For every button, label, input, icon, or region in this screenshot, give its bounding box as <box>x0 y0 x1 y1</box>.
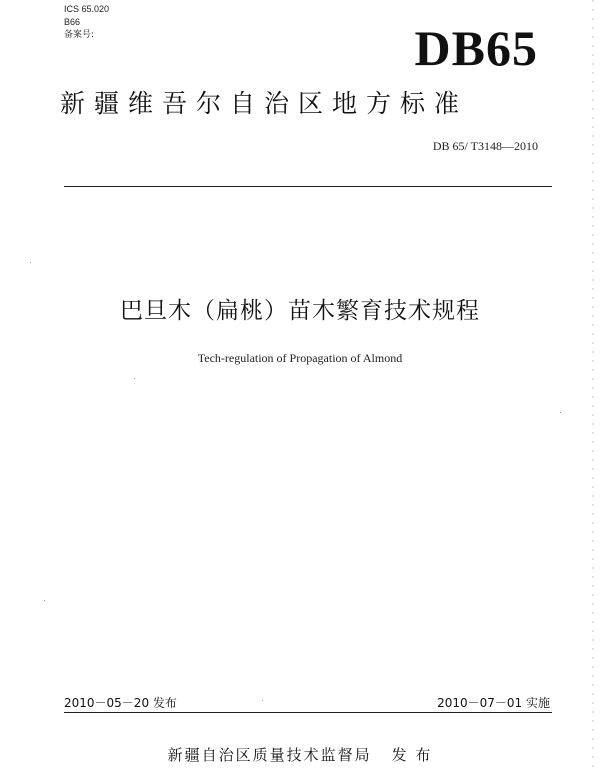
issue-date: 2010－05－20 发布 <box>64 696 177 710</box>
standard-category-title: 新疆维吾尔自治区地方标准 <box>60 89 469 118</box>
scan-speck <box>30 262 31 263</box>
publisher-name: 新疆自治区质量技术监督局 <box>167 746 372 764</box>
scan-speck <box>560 412 561 413</box>
record-number-label: 备案号: <box>64 30 95 40</box>
standard-number: DB 65/ T3148—2010 <box>432 139 538 153</box>
top-divider <box>64 186 552 187</box>
bottom-divider <box>64 712 552 713</box>
implementation-date: 2010－07－01 实施 <box>437 696 550 710</box>
document-title-english: Tech-regulation of Propagation of Almond <box>197 351 403 365</box>
db65-logo: DB65 <box>414 20 538 76</box>
publisher-line <box>0 746 600 765</box>
ccs-code: B66 <box>64 17 81 27</box>
scan-edge-noise <box>592 0 594 768</box>
document-title-chinese: 巴旦木（扁桃）苗木繁育技术规程 <box>120 298 480 324</box>
ics-code: ICS 65.020 <box>64 4 110 14</box>
scan-speck <box>44 600 45 601</box>
scan-speck <box>262 700 263 701</box>
publish-label: 发 布 <box>391 746 433 764</box>
scan-speck <box>134 378 135 379</box>
